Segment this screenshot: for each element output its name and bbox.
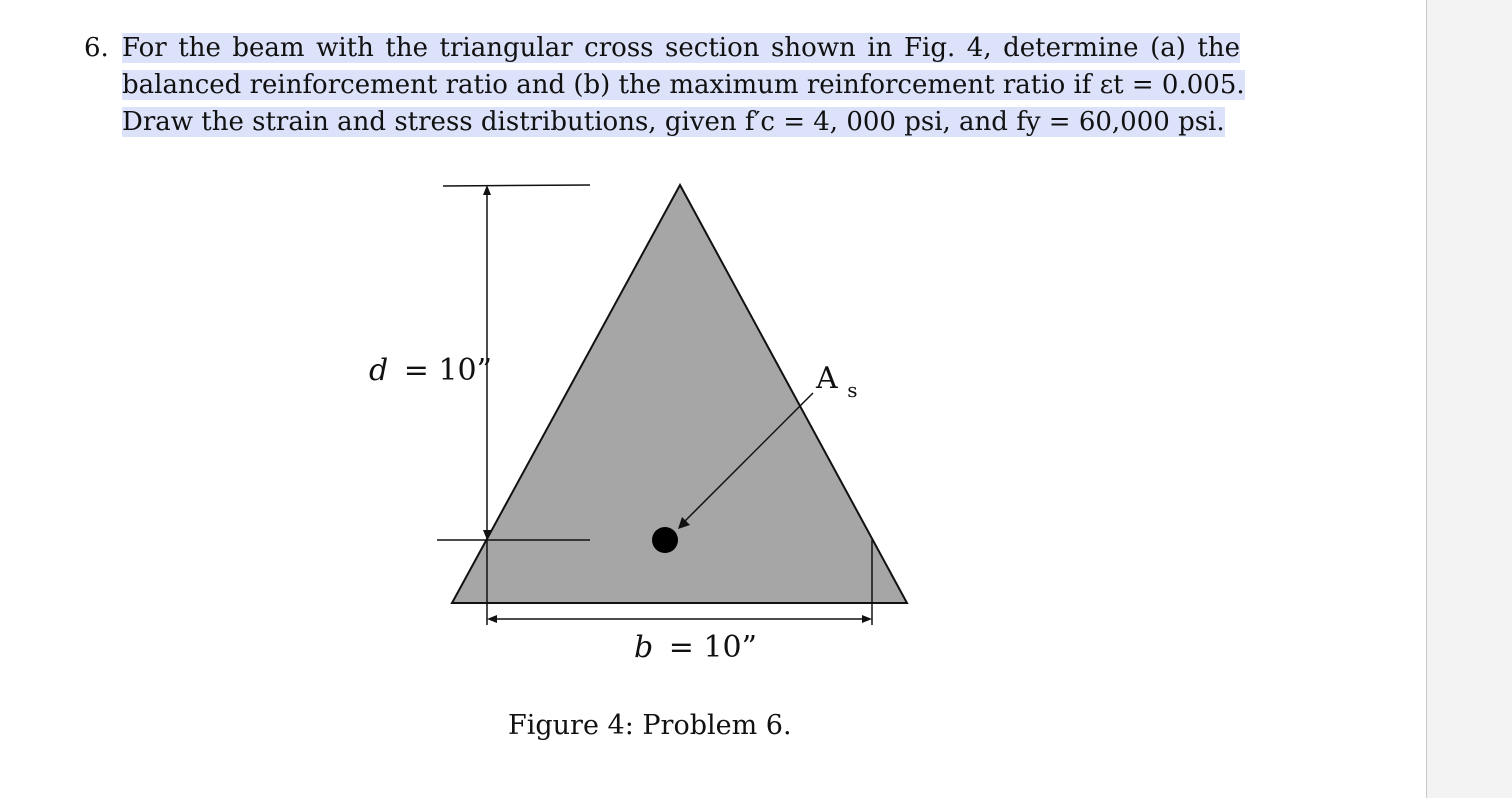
b-dimension-label	[634, 630, 757, 665]
steel-area-label	[815, 361, 857, 402]
problem-number: 6.	[84, 33, 109, 63]
d-dimension-label	[369, 353, 492, 388]
d-arrow-top	[483, 185, 491, 195]
b-arrow-right	[862, 615, 872, 623]
b-variable: b	[634, 630, 654, 665]
steel-bar	[652, 527, 678, 553]
problem-line-3-text[interactable]: Draw the strain and stress distributions, given f′c = 4, 000 psi, and fy = 60,000 psi.	[122, 107, 1225, 137]
steel-area-symbol: A	[816, 361, 838, 396]
viewer-sidebar	[1426, 0, 1512, 798]
d-variable: d	[369, 353, 389, 388]
b-value: = 10”	[668, 630, 757, 665]
top-extension-line	[443, 185, 590, 186]
b-arrow-left	[487, 615, 497, 623]
steel-area-subscript: s	[847, 378, 858, 402]
problem-line-2-text[interactable]: balanced reinforcement ratio and (b) the maximum reinforcement ratio if εt = 0.005.	[122, 70, 1245, 100]
d-value: = 10”	[403, 353, 492, 388]
figure-caption: Figure 4: Problem 6.	[508, 710, 792, 741]
problem-line-1-text[interactable]: For the beam with the triangular cross section shown in Fig. 4, determine (a) the	[122, 33, 1240, 63]
